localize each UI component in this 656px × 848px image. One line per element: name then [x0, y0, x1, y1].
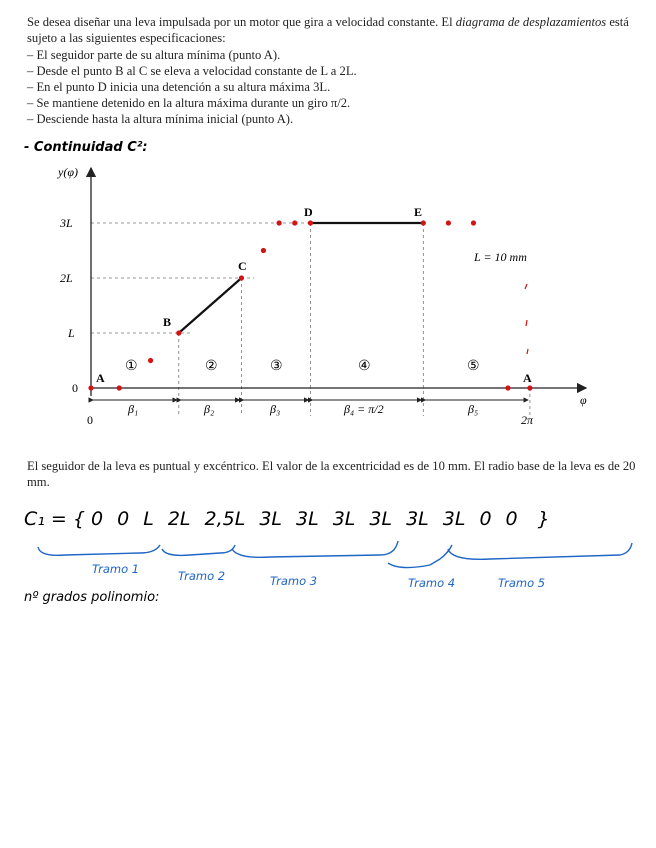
c1-value: 0 [505, 508, 518, 530]
handwritten-continuity-note: - Continuidad C²: [24, 140, 148, 155]
handwritten-c1-vector [24, 508, 550, 530]
point-label-c: C [238, 259, 247, 273]
c1-value: 3L [442, 508, 466, 530]
spec-list [27, 47, 637, 127]
c1-value: 3L [332, 508, 356, 530]
displacement-diagram [20, 156, 610, 438]
c1-value: 0 [117, 508, 130, 530]
segment-label: β₃ [270, 402, 281, 416]
point-label-b: B [163, 315, 172, 329]
intro-emphasis: diagrama de desplazamientos [455, 15, 607, 29]
section-number: ② [205, 359, 218, 374]
red-point [446, 220, 451, 225]
spec-item: – En el punto D inicia una detención a su altura máxima 3L. [27, 79, 637, 95]
c1-value: 2,5L [204, 508, 246, 530]
section-number: ③ [270, 359, 283, 374]
red-point [505, 385, 510, 390]
key-point-marker [308, 220, 313, 225]
key-point-marker [88, 385, 93, 390]
x-tick-label: 2π [521, 413, 534, 427]
point-label-a-end: A [523, 371, 532, 385]
key-point-marker [239, 275, 244, 280]
spec-item: – Desde el punto B al C se eleva a velocidad constante de L a 2L. [27, 63, 637, 79]
rise-segment-bc [179, 278, 242, 333]
handwritten-red-marks [525, 284, 528, 354]
c1-value: 3L [406, 508, 429, 530]
c1-value: 0 [479, 508, 492, 530]
red-point [292, 220, 297, 225]
c1-suffix: } [537, 508, 550, 530]
follower-description: El seguidor de la leva es puntual y excéntrico. El valor de la excentricidad es de 10 mm. El radio base de la leva es de 20 mm. [27, 459, 636, 489]
red-point [471, 220, 476, 225]
key-point-marker [527, 385, 532, 390]
c1-value: 3L [296, 508, 319, 530]
intro-paragraph: Se desea diseñar una leva impulsada por un motor que gira a velocidad constante. El diagrama de desplazamientos está sujeto a las siguientes especificaciones: [27, 15, 629, 45]
displacement-curve [88, 220, 532, 390]
brace-tramo-3 [232, 541, 398, 557]
c1-value: L [143, 508, 154, 530]
c1-prefix: C₁ = { [24, 508, 85, 530]
grid-lines [91, 223, 530, 416]
y-tick-label: 2L [60, 271, 73, 285]
red-point [117, 385, 122, 390]
y-tick-label: 0 [72, 381, 78, 395]
y-tick-label: 3L [60, 216, 73, 230]
tramo-label: Tramo 3 [270, 574, 318, 588]
x-axis-label: φ [580, 393, 587, 407]
key-point-marker [176, 330, 181, 335]
point-label-a: A [96, 371, 105, 385]
red-point [261, 248, 266, 253]
c1-value: 2L [167, 508, 191, 530]
y-axis-label: y(φ) [58, 165, 78, 179]
segment-label: β₄ = π/2 [344, 402, 384, 416]
y-tick-label: L [68, 326, 75, 340]
section-number: ⑤ [467, 359, 480, 374]
l-value-annotation: L = 10 mm [474, 250, 527, 264]
spec-item: – El seguidor parte de su altura mínima (punto A). [27, 47, 637, 63]
section-number: ① [125, 359, 138, 374]
brace-tramo-1 [38, 545, 160, 555]
brace-tramo-2 [162, 545, 235, 555]
tramo-label: Tramo 2 [178, 569, 226, 583]
brace-tramo-5 [448, 543, 632, 559]
point-label-e: E [414, 205, 423, 219]
tramo-label: Tramo 1 [92, 562, 140, 576]
problem-statement [27, 14, 637, 127]
red-point [277, 220, 282, 225]
section-number: ④ [358, 359, 371, 374]
brace-tramo-4 [388, 545, 452, 568]
point-label-d: D [304, 205, 313, 219]
spec-item: – Desciende hasta la altura mínima inicial (punto A). [27, 111, 637, 127]
tramo-label: Tramo 5 [498, 576, 546, 590]
segment-label: β₂ [204, 402, 215, 416]
c1-value: 3L [259, 508, 282, 530]
tramo-label: Tramo 4 [408, 576, 456, 590]
spec-item: – Se mantiene detenido en la altura máxima durante un giro π/2. [27, 95, 637, 111]
red-point [148, 358, 153, 363]
handwritten-red-points [117, 220, 511, 390]
c1-values [91, 508, 532, 530]
handwritten-polynomial-degree-note: nº grados polinomio: [24, 590, 160, 605]
segment-label: β₅ [468, 402, 479, 416]
segment-label: β₁ [128, 402, 139, 416]
c1-value: 3L [369, 508, 393, 530]
x-tick-label: 0 [87, 413, 93, 427]
key-point-marker [421, 220, 426, 225]
c1-value: 0 [91, 508, 104, 530]
